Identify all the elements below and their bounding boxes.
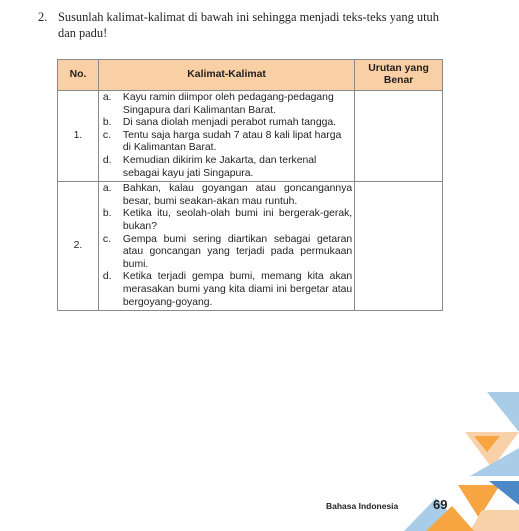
question-text: Susunlah kalimat-kalimat di bawah ini sehingga menjadi teks-teks yang utuh dan padu! xyxy=(58,10,439,40)
item-text: Bahkan, kalau goyangan atau goncangannya besar, bumi seakan-akan mau runtuh. xyxy=(122,183,353,207)
question-number: 2. xyxy=(38,10,48,24)
row-number: 2. xyxy=(58,182,99,311)
item-text: Kayu ramin diimpor oleh pedagang-pedagang Singapura dari Kalimantan Barat. xyxy=(122,92,334,116)
item-text: Gempa bumi sering diartikan sebagai getaran atau goncangan yang terjadi pada permukaan bumi. xyxy=(122,233,353,270)
item-letter: a. xyxy=(102,92,112,103)
item-letter: d. xyxy=(102,271,112,283)
triangle-decoration xyxy=(487,392,519,432)
item-text: Ketika terjadi gempa bumi, memang kita akan merasakan bumi yang kita diami ini bergetar atau bergoyang-goyang. xyxy=(122,271,353,308)
item-letter: d. xyxy=(102,154,112,166)
item-letter: c. xyxy=(102,233,111,245)
item-text: Tentu saja harga sudah 7 atau 8 kali lipat harga di Kalimantan Barat. xyxy=(122,129,342,154)
header-kalimat: Kalimat-Kalimat xyxy=(98,60,354,91)
item-letter: a. xyxy=(102,183,112,195)
row-number: 1. xyxy=(58,91,99,182)
item-text: Kemudian dikirim ke Jakarta, dan terkenal sebagai kayu jati Singapura. xyxy=(122,154,317,179)
book-title: Bahasa Indonesia xyxy=(326,501,399,511)
item-text: Di sana diolah menjadi perabot rumah tangga. xyxy=(122,117,337,129)
page-number: 69 xyxy=(433,497,448,512)
header-no: No. xyxy=(58,60,99,91)
item-letter: c. xyxy=(102,129,111,141)
item-letter: b. xyxy=(102,208,112,220)
header-urutan: Urutan yang Benar xyxy=(355,60,443,91)
item-text: Ketika itu, seolah-olah bumi ini bergerak-gerak, bukan? xyxy=(122,208,353,232)
item-letter: b. xyxy=(102,117,112,129)
